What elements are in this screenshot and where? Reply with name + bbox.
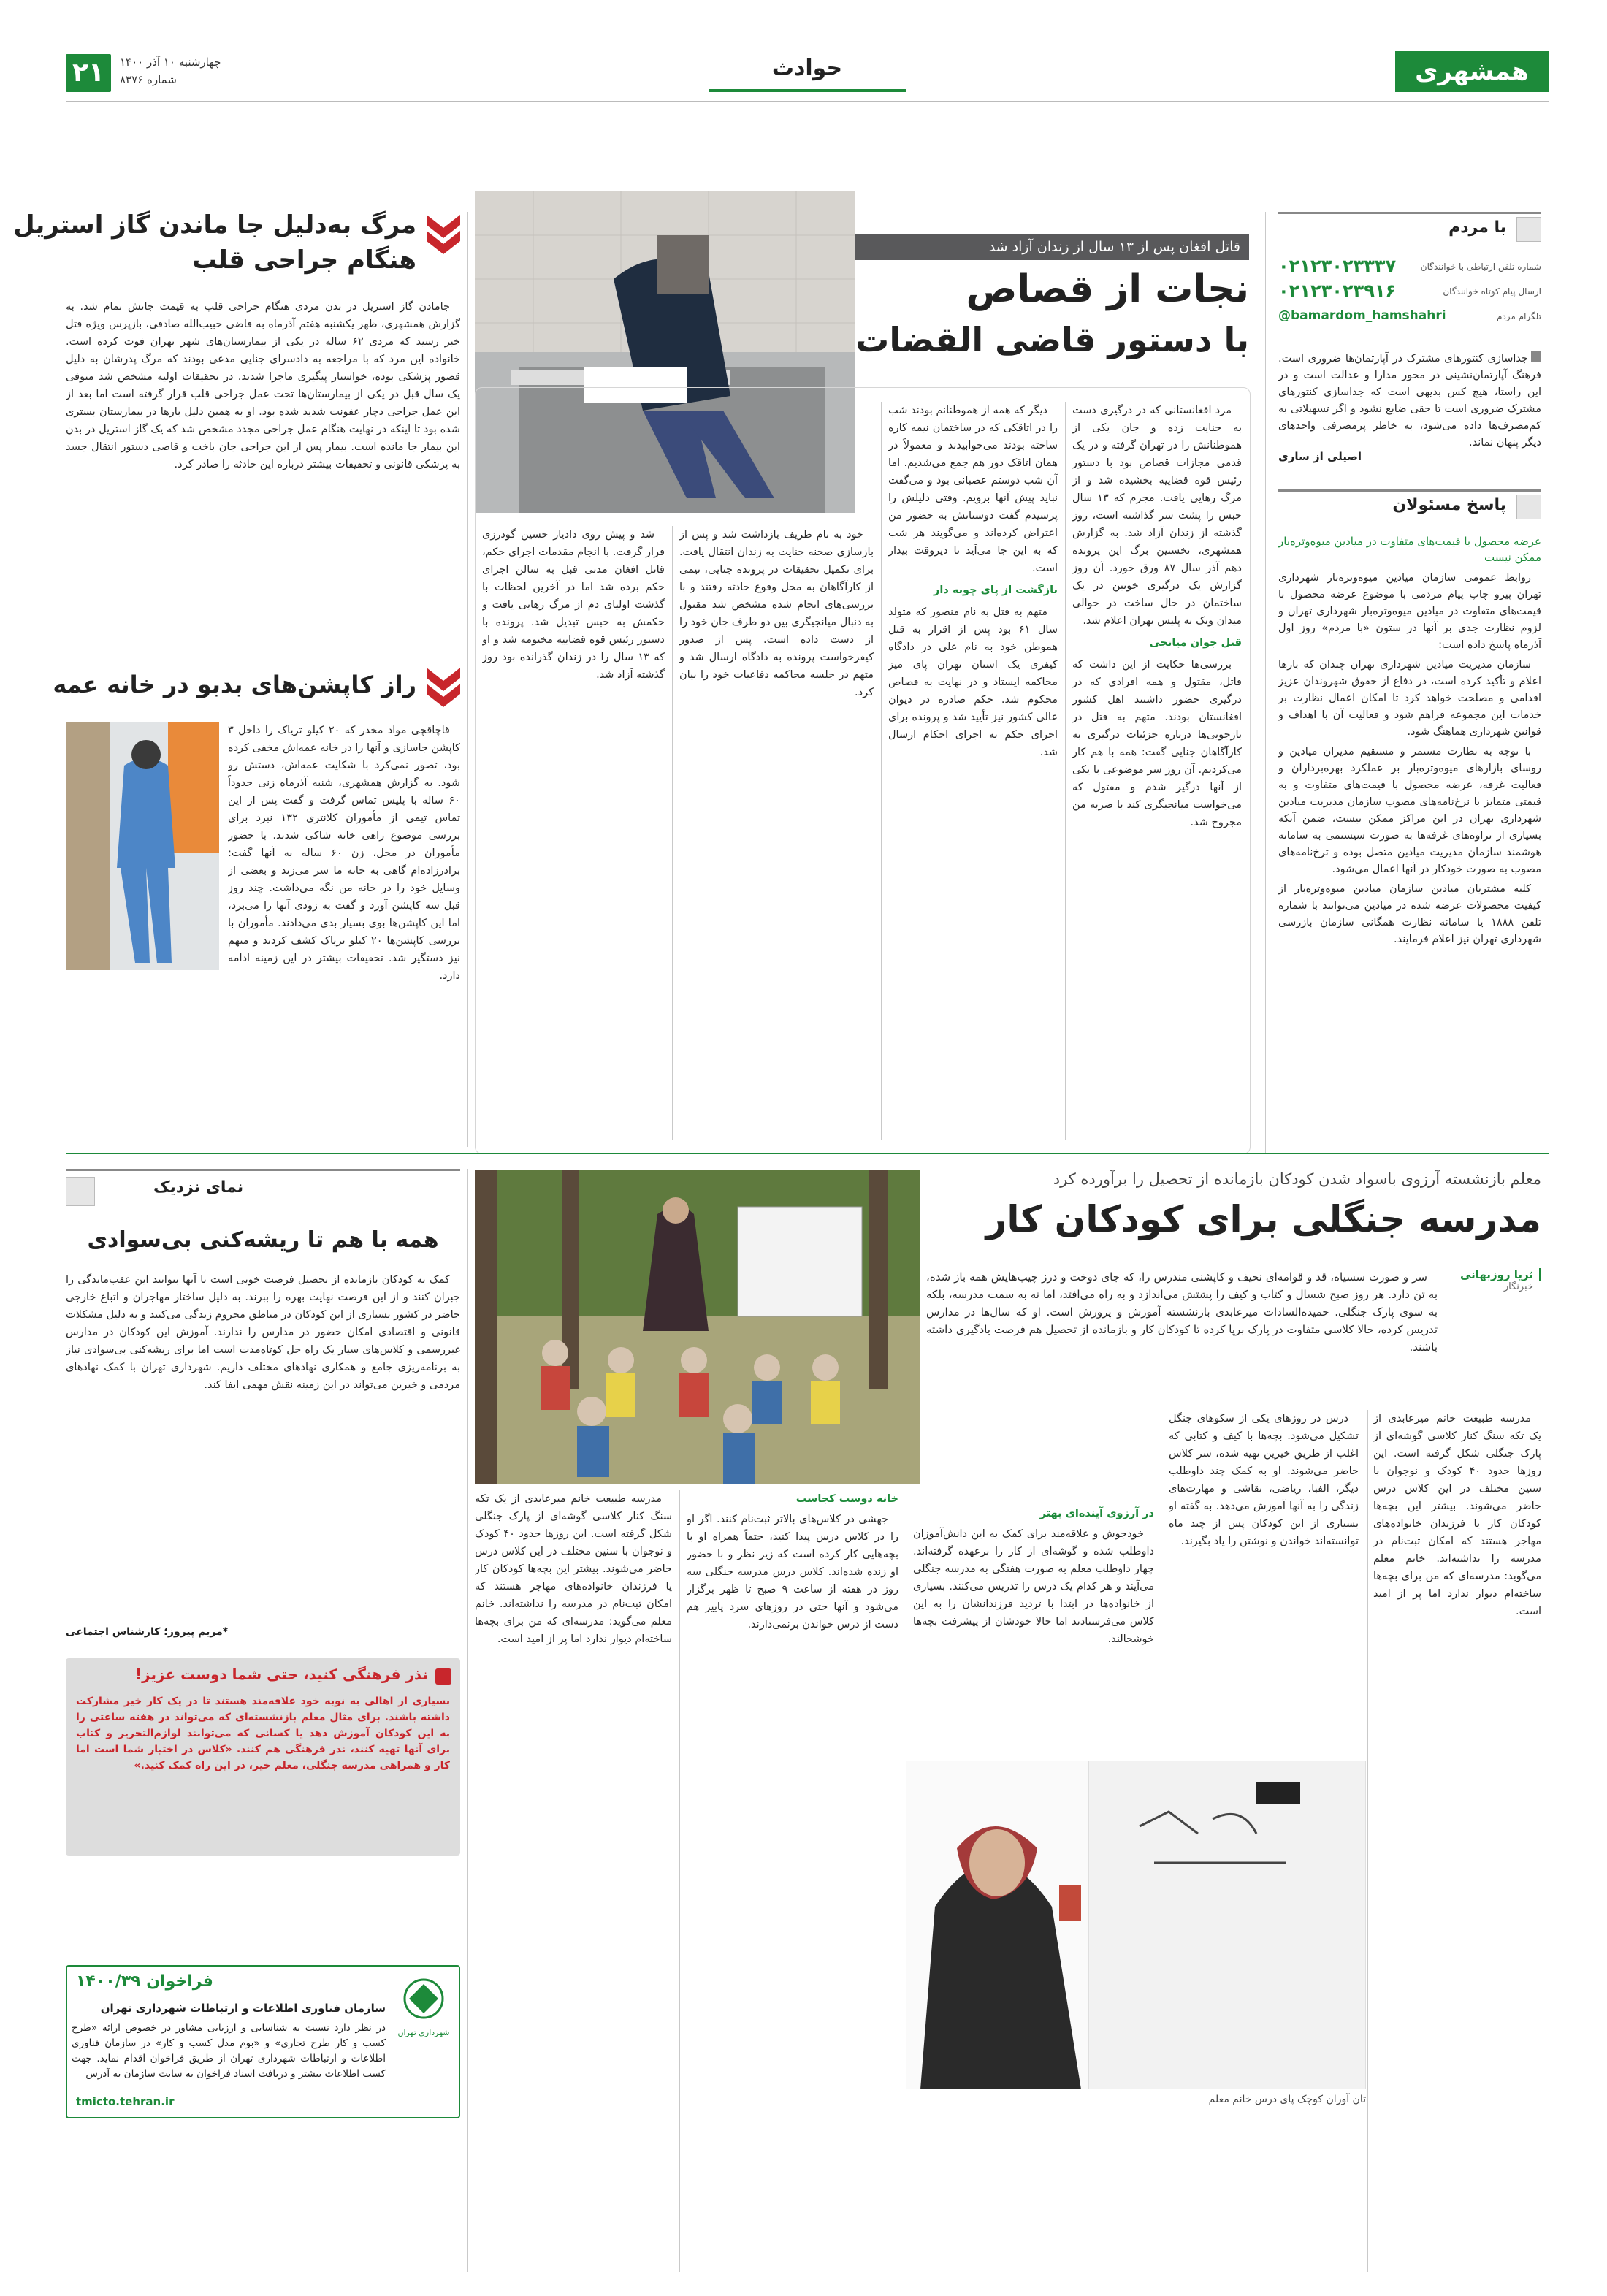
section-separator: [66, 1153, 1549, 1154]
feature-kicker: معلم بازنشسته آرزوی باسواد شدن کودکان بازمانده از تحصیل را برآورده کرد: [1053, 1170, 1541, 1188]
story1: [13, 210, 460, 663]
response-title: پاسخ مسئولان: [1392, 496, 1506, 514]
feature-lede-text: سر و صورت سسیاه، قد و قوامه‌ای نحیف و کاپشنی مندرس را، که جای دوخت و درز چیب‌هایش همه باز شده، به تن دارد. هر روز صبح شسال و کتاب و کیف را پشتش می‌اندازد و به راه می‌افتد، اما نه به سمت مدرسه، بلکه به سوی پارک جنگلی. حمیده‌السادات میرعابدی بازنشسته آموزش و پرورش است. او که سال‌ها در مدارس تدریس کرده، حالا کلاسی متفاوت در پارک برپا کرده تا کودکان کار و بازمانده از تحصیل هم فرصت یادگیری داشته باشند.: [926, 1270, 1438, 1354]
side-column-icon: [66, 1177, 95, 1206]
side-column-author: *مریم پیروز؛ کارشناس اجتماعی: [66, 1626, 229, 1638]
letter-icon: [1531, 351, 1541, 362]
response-body-3: با توجه به نظارت مستمر و مستقیم مدیران میادین و روسای بازارهای میوه‌وتره‌بار بر عملکرد بهره‌برداران و فعالیت غرفه، عرضه محصول با قیمت‌های متفاوت و به قیمتی متمایز با نرخ‌نامه‌های مصوب سازمان مدیریت میادین شهرداری تهران در این مراکز ممکن نیست، ضمن آنکه بسیاری از تراوه‌های غرفه‌ها به صورت سیستمی به سامانه هوشمند سازمان مدیریت میادین متصل بوده و ترخ‌نامه‌های مصوب به صورت خودکار در آنها اعمال می‌شود.: [1278, 746, 1541, 875]
feature-col-5-text: مدرسه طبیعت خانم میرعابدی از یک تکه سنگ کنار کلاسی گوشه‌ای از پارک جنگلی شکل گرفته است. این روزها حدود ۴۰ کودک و نوجوان با سنین مختلف در این کلاس درس حاضر می‌شوند. بیشتر این بچه‌ها کودکان کار یا فرزندان خانواده‌های مهاجر هستند که امکان ثبت‌نام در مدرسه را نداشته‌اند. خانم معلم می‌گوید: مدرسه‌ای که من برای بچه‌ها ساخته‌ام دیوار ندارد اما پر از امید است.: [475, 1493, 672, 1645]
side-column-title: نمای نزدیک: [153, 1178, 244, 1197]
main-col-4-text: شد و پیش روی دادیار حسین گودرزی قرار گرفت. با انجام مقدمات اجرای حکم، قاتل افغان مدتی قبل به سالن اجرای حکم برده شد اما در آخرین لحظات با گذشت اولیای دم از مرگ رهایی یافت و حکمش به حبس تبدیل شد. پرونده با دستور رئیس قوه قضاییه مختومه شد و او که ۱۳ سال را در زندان گذرانده بود روز گذشته آزاد شد.: [482, 529, 665, 681]
page-number-badge: ۲۱: [66, 54, 111, 92]
feature-col-3: [913, 1505, 1154, 1753]
feature-col-divider-1: [1367, 1410, 1368, 2272]
phone-label: شماره تلفن ارتباطی با خوانندگان: [1420, 262, 1541, 272]
story2-body-right: [228, 722, 460, 1145]
sidebar-response: [1278, 489, 1541, 1147]
main-headline-2: با دستور قاضی القضات: [855, 320, 1249, 359]
issue-line: شماره ۸۳۷۶: [120, 73, 177, 86]
response-body-1: روابط عمومی سازمان میادین میوه‌وتره‌بار شهرداری تهران پیرو چاپ پیام مردمی با موضوع عرضه محصول با قیمت‌های متفاوت در میادین میوه‌وتره‌بار شهرداری تهران و لزوم نظارت جدی بر آنها در ستون «با مردم» روز اول آذرماه پاسخ داده است:: [1278, 572, 1541, 651]
notice-body: بسیاری از اهالی به نوبه خود علاقه‌مند هستند تا در یک کار خیر مشارکت داشته باشند. برای مثال معلم بازنشسته‌ای که می‌تواند در هفته ساعتی را به این کودکان آموزش دهد یا کسانی که می‌توانند لوازم‌التحریر و کتاب برای آنها تهیه کنند، نذر فرهنگی هم کنند. «کلاس در اختیار شما است اما کار و همراهی مدرسه جنگلی، معلم خیر، در این راه کمک کنید.»: [76, 1696, 450, 1771]
feature-col-4-text: جهشی در کلاس‌های بالاتر ثبت‌نام کنند. اگر او را در کلاس درس پیدا کنید، حتماً همراه او با بچه‌هایی کار کرده است که زیر نظر و با حضور او زنده شده‌اند. کلاس درس مدرسه جنگلی سه روز در هفته از ساعت ۹ صبح تا ظهر برگزار می‌شود و آنها حتی در روزهای سرد پاییز هم دست از درس خواندن برنمی‌دارند.: [687, 1514, 898, 1631]
feature-col-divider-4: [679, 1490, 680, 2272]
feature-col-1: [1373, 1410, 1541, 2272]
side-column-headline: همه با هم تا ریشه‌کنی بی‌سوادی: [87, 1227, 439, 1253]
notice-title: نذر فرهنگی کنید، حتی شما دوست عزیز!: [134, 1666, 428, 1683]
masthead-rule: [66, 101, 1549, 102]
ad-title: فراخوان ۱۴۰۰/۳۹: [76, 1972, 213, 1991]
divider-left-column: [467, 1169, 468, 2272]
sidebar-people-icon: [1516, 217, 1541, 242]
section-underline: [709, 89, 906, 92]
side-column-header: [66, 1169, 460, 1208]
main-col-3-text: خود به نام طریف بازداشت شد و پس از بازسازی صحنه جنایت به زندان انتقال یافت. برای تکمیل تحقیقات در پرونده جنایی، تیمی از کارآگاهان به محل وقوع حادثه رفتند و با بررسی‌های انجام شده مشخص شد مقتول به دنبال میانجیگری بین دو طرف جان خود را از دست داده است. پس از صدور کیفرخواست پرونده به دادگاه ارسال شد و متهم در جلسه محاکمه دفاعیات خود را بیان کرد.: [679, 529, 874, 698]
ad-url[interactable]: tmicto.tehran.ir: [76, 2095, 175, 2108]
side-column-body-text: کمک به کودکان بازمانده از تحصیل فرصت خوبی است تا آنها بتوانند این عقب‌ماندگی را جبران کنند و از این فرصت نهایت بهره را ببرند. به دلیل ساختار مهاجران و اتباع خارجی حاضر در کشور بسیاری از این کودکان در مناطق محروم زندگی می‌کنند و به دلیل مشکلات قانونی و اقتصادی امکان حضور در مدارس را ندارند. آموزش این کودکان در مدارس غیررسمی و کلاس‌های سیار یک راه حل کوتاه‌مدت است اما برای ریشه‌کنی بی‌سوادی نیاز به برنامه‌ریزی جامع و همکاری نهادهای مختلف داریم. شهرداری تهران با کمک نهادهای مردمی و خیرین می‌تواند در این زمینه نقش مهمی ایفا کند.: [66, 1274, 460, 1391]
feature-photo-2-caption: تان آوران کوچک پای درس خانم معلم: [1208, 2094, 1366, 2105]
feature-photo-1: [475, 1170, 920, 1484]
ad-logo-text: شهرداری تهران: [397, 2028, 450, 2037]
main-col-1b-text: بررسی‌ها حکایت از این داشت که قاتل، مقتول و همه افرادی که در درگیری حضور داشتند اهل کشور افغانستان بودند. متهم به قتل در بازجویی‌ها درباره جزئیات درگیری به کارآگاهان جنایی گفت: همه با هم کار می‌کردیم. آن روز سر موضوعی با یکی از آنها درگیر شدم و مقتول که می‌خواست میانجیگری کند با ضربه من مجروح شد.: [1072, 659, 1242, 828]
response-subtitle: عرضه محصول با قیمت‌های متفاوت در میادین میوه‌وتره‌بار ممکن نیست: [1278, 535, 1541, 564]
main-col-divider-1: [1065, 402, 1066, 1140]
main-kicker: قاتل افغان پس از ۱۳ سال از زندان آزاد شد: [855, 234, 1249, 260]
side-column: [66, 1169, 460, 2279]
main-col-divider-3: [672, 526, 673, 1140]
divider-left-top: [467, 212, 468, 1147]
main-col-2-subhead: بازگشت از پای چوبه دار: [934, 584, 1058, 596]
sms-number[interactable]: ۰۲۱۲۳۰۲۳۹۱۶: [1278, 281, 1397, 301]
tehran-logo-icon: [394, 1972, 453, 2031]
feature-col-4: [687, 1490, 898, 2272]
feature-col-1-text: مدرسه طبیعت خانم میرعابدی از یک تکه سنگ کنار کلاسی گوشه‌ای از پارک جنگلی شکل گرفته است. این روزها حدود ۴۰ کودک و نوجوان با سنین مختلف در این کلاس درس حاضر می‌شوند. بیشتر این بچه‌ها کودکان کار یا فرزندان خانواده‌های مهاجر هستند که امکان ثبت‌نام در مدرسه را نداشته‌اند. خانم معلم می‌گوید: مدرسه‌ای که من برای بچه‌ها ساخته‌ام دیوار ندارد اما پر از امید است.: [1373, 1413, 1541, 1617]
chevron-icon: [427, 215, 460, 257]
main-col-2-text: دیگر که همه از هموطنانم بودند شب را در اتاقکی که در ساختمان نیمه کاره ساخته بودند می‌خوابیدند و معمولاً در همان اتاقک دور هم جمع می‌شدیم. اما آن شب دوستم عصبانی بود و می‌گفت نباید پیش آنها برویم. وقتی دلیلش را پرسیدم گفت دوستانش به حضور من اعتراض کرده‌اند و می‌گویند هر شب که به این جا می‌آید تا دیروقت بیدار است.: [888, 405, 1058, 574]
response-header: [1278, 489, 1541, 522]
chevron-icon: [427, 668, 460, 710]
main-headline-1: نجات از قصاص: [966, 267, 1249, 311]
divider-sidebar: [1265, 212, 1266, 1154]
main-col-divider-2: [881, 402, 882, 1140]
telegram-handle[interactable]: @bamardom_hamshahri: [1278, 308, 1446, 323]
notice-box: [66, 1658, 460, 1856]
notice-icon: [435, 1668, 451, 1685]
feature-col-3-subhead: خانه دوست کجاست: [795, 1493, 898, 1505]
main-col-1: [1072, 402, 1242, 1140]
main-col-2: [888, 402, 1058, 1140]
feature-headline: مدرسه جنگلی برای کودکان کار: [985, 1198, 1541, 1240]
main-col-1-subhead: قتل جوان میانجی: [1149, 637, 1242, 649]
feature-col-2: [1169, 1410, 1359, 1753]
ad-logo: [394, 1972, 453, 2031]
feature-col-3-text: خودجوش و علاقه‌مند برای کمک به این دانش‌آموزان داوطلب شده و گوشه‌ای از کار را برعهده گرفته‌اند. چهار داوطلب معلم به صورت هفتگی به مدرسه جنگلی می‌آیند و هر کدام یک درس را تدریس می‌کنند. بسیاری از خانواده‌ها در ابتدا با تردید فرزندانشان را به این کلاس می‌فرستادند اما حالا خودشان از پیشرفت بچه‌ها خوشحالند.: [913, 1528, 1154, 1645]
story1-body-text: جامادن گاز استریل در بدن مردی هنگام جراحی قلب به قیمت جانش تمام شد. به گزارش همشهری، ظهر یکشنبه هفتم آذرماه به قاضی حبیب‌الله صادقی، بازپرس ویژه قتل خبر رسید که مردی ۶۲ ساله در یکی از بیمارستان‌های شهر تهران فوت کرده است. خانواده این مرد که با مراجعه به دادسرای جنایی مدعی بودند که مرگ پدرشان به دلیل قصور پزشکی بوده، خواستار پیگیری ماجرا شدند. در تحقیقات اولیه مشخص شد متوفی یک سال قبل در یکی از بیمارستان‌ها تحت عمل جراحی قلب قرار گرفته است اما بعد از این عمل جراحی دچار عفونت شدید شده بود. او به همین دلیل بارها در بیمارستان بستری شده بود تا اینکه در نهایت هنگام عمل جراحی مجدد مشخص شد که یک گاز استریل در بدن این بیمار جا مانده است. بیمار پس از این جراحی جان باخت و قاضی دستور انتقال جسد به پزشکی قانونی و تحقیقات بیشتر درباره این حادثه را صادر کرد.: [66, 301, 460, 470]
byline-role: خبرنگار: [1503, 1281, 1533, 1292]
masthead: [66, 51, 1549, 95]
story2-photo: [66, 722, 219, 970]
main-col-1-text: مرد افغانستانی که در درگیری دست به جنایت زده و جان یکی از هموطنانش را در تهران گرفته و در یک قدمی مجازات قصاص بود با دستور رئیس قوه قضاییه بخشیده شد و از مرگ رهایی یافت. مجرم که ۱۳ سال حبس را پشت سر گذاشته است، روز گذشته از زندان آزاد شد. به گزارش همشهری، نخستین برگ این پرونده دهم آذر سال ۸۷ ورق خورد. آن روز گزارش یک درگیری خونین در یک ساختمان در حال ساخت در حوالی میدان ونک به پلیس تهران اعلام شد.: [1072, 405, 1242, 627]
story2-photo-illustration: [66, 722, 219, 970]
letter-body: جداسازی کنتورهای مشترک در آپارتمان‌ها ضروری است. فرهنگ آپارتمان‌نشینی در محور مدارا و عدالت است و در این راستا، هیچ کس بدیهی است که جداسازی کنتورهای مشترک ضروری است تا حقی ضایع نشود و اگر تسهیلاتی به کم‌مصرف‌ها داده می‌شود، به خاطر پرمصرفی واحدهای دیگر پنهان نماند.: [1278, 353, 1541, 449]
sidebar-people-title: با مردم: [1448, 218, 1506, 237]
telegram-label: تلگرام مردم: [1497, 311, 1541, 321]
date-line: چهارشنبه ۱۰ آذر ۱۴۰۰: [120, 56, 221, 69]
ad-org: سازمان فناوری اطلاعات و ارتباطات شهرداری تهران: [100, 2002, 386, 2015]
section-title: حوادث: [771, 56, 843, 81]
story2-body-text: قاچاقچی مواد مخدر که ۲۰ کیلو تریاک را داخل ۳ کاپشن جاسازی و آنها را در خانه عمه‌اش مخفی کرده بود، تصور نمی‌کرد با شکایت عمه‌اش، دستش رو شود. به گزارش همشهری، شنبه آذرماه زنی حدوداً ۶۰ ساله با پلیس تماس گرفت و گفت پس از این تماس تیمی از مأموران کلانتری ۱۳۲ نبرد برای بررسی موضوع راهی خانه شاکی شدند. با حضور مأموران در محل، زن ۶۰ ساله به آنها گفت: برادرزاده‌ام گاهی به خانه ما سر می‌زند و بعضی از وسایل خود را در خانه من نگه می‌داشت. چند روز قبل سه کاپشن آورد و گفت به زودی آنها را می‌برد، اما این کاپشن‌ها بوی بسیار بدی می‌دادند. مأموران با بررسی کاپشن‌ها ۲۰ کیلو تریاک کشف کردند و متهم نیز دستگیر شد. تحقیقات بیشتر در این زمینه ادامه دارد.: [228, 725, 460, 982]
feature-col-2-text: درس در روزهای یکی از سکوهای جنگل تشکیل می‌شود. بچه‌ها با کیف و کتابی که اغلب از طریق خیرین تهیه شده، سر کلاس حاضر می‌شوند. او به کمک چند داوطلب دیگر، الفبا، ریاضی، نقاشی و مهارت‌های زندگی را به آنها آموزش می‌دهد. به گفته او بسیاری از این کودکان پس از چند ماه توانسته‌اند خواندن و نوشتن را یاد بگیرند.: [1169, 1413, 1359, 1547]
story2: [53, 663, 460, 1153]
people-letter: [1278, 351, 1541, 451]
feature-lede: [926, 1268, 1438, 1392]
contact-box: [1278, 256, 1541, 336]
byline-name: ثریا روزبهانی: [1454, 1268, 1541, 1281]
letter-author: اصیلی از ساری: [1278, 450, 1362, 463]
story1-body: [66, 298, 460, 707]
feature-byline: [1454, 1268, 1541, 1292]
response-icon: [1516, 495, 1541, 519]
story1-headline-2: هنگام جراحی قلب: [192, 245, 416, 275]
response-body-4: کلیه مشتریان میادین سازمان میادین میوه‌وتره‌بار از کیفیت محصولات عرضه شده در میادین می‌توانند با شماره تلفن ۱۸۸۸ یا سامانه نظارت همگانی سازمان بازرسی شهرداری تهران نیز اعلام فرمایند.: [1278, 883, 1541, 945]
main-col-2b-text: متهم به قتل به نام منصور که متولد سال ۶۱ بود پس از اقرار به قتل هموطن خود به نام علی در دادگاه کیفری یک استان تهران پای میز محاکمه ایستاد و در نهایت به قصاص محکوم شد. حکم صادره در دیوان عالی کشور نیز تأیید شد و پرونده برای اجرای حکم به اجرای احکام ارسال شد.: [888, 606, 1058, 758]
ad-body: در نظر دارد نسبت به شناسایی و ارزیابی مشاور در خصوص ارائه «طرح کسب و کار طرح تجاری» و «بوم مدل کسب و کار» در سازمان فناوری اطلاعات و ارتباطات شهرداری تهران از طریق فراخوان اقدام نماید. جهت کسب اطلاعات بیشتر و دریافت اسناد فراخوان به سایت سازمان به آدرس: [72, 2022, 386, 2080]
ad-box: [66, 1965, 460, 2118]
sidebar-people-header: [1278, 212, 1541, 244]
main-col-4: [482, 526, 665, 1140]
response-body-2: سازمان مدیریت میادین شهرداری تهران چندان که بارها اعلام و تأکید کرده است، در دفاع از حقوق شهروندان عزیز اقدامی و مصلحت خواهد کرد تا امکان اعمال نظارت بر خدمات این مجموعه فراهم شود و فعالیت آن با اهداف و قوانین شهرداری هماهنگ شود.: [1278, 659, 1541, 738]
story1-headline-1: مرگ به‌دلیل جا ماندن گاز استریل: [13, 210, 416, 240]
main-headline-banner: [855, 234, 1249, 387]
sms-label: ارسال پیام کوتاه خوانندگان: [1443, 286, 1541, 297]
main-col-3: [679, 526, 874, 1140]
side-column-body: [66, 1271, 460, 1614]
story2-headline: راز کاپشن‌های بدبو در خانه عمه: [53, 671, 416, 698]
feature-photo-2-illustration: [906, 1761, 1366, 2089]
logo: همشهری: [1395, 51, 1549, 92]
feature-col-5: [475, 1490, 672, 2272]
phone-number[interactable]: ۰۲۱۲۳۰۲۳۳۳۷: [1278, 256, 1397, 276]
feature-col-2-subhead: در آرزوی آینده‌ای بهتر: [1039, 1508, 1154, 1519]
feature-photo-1-illustration: [475, 1170, 920, 1484]
feature-photo-2: [906, 1761, 1366, 2089]
response-body: [1278, 570, 1541, 951]
